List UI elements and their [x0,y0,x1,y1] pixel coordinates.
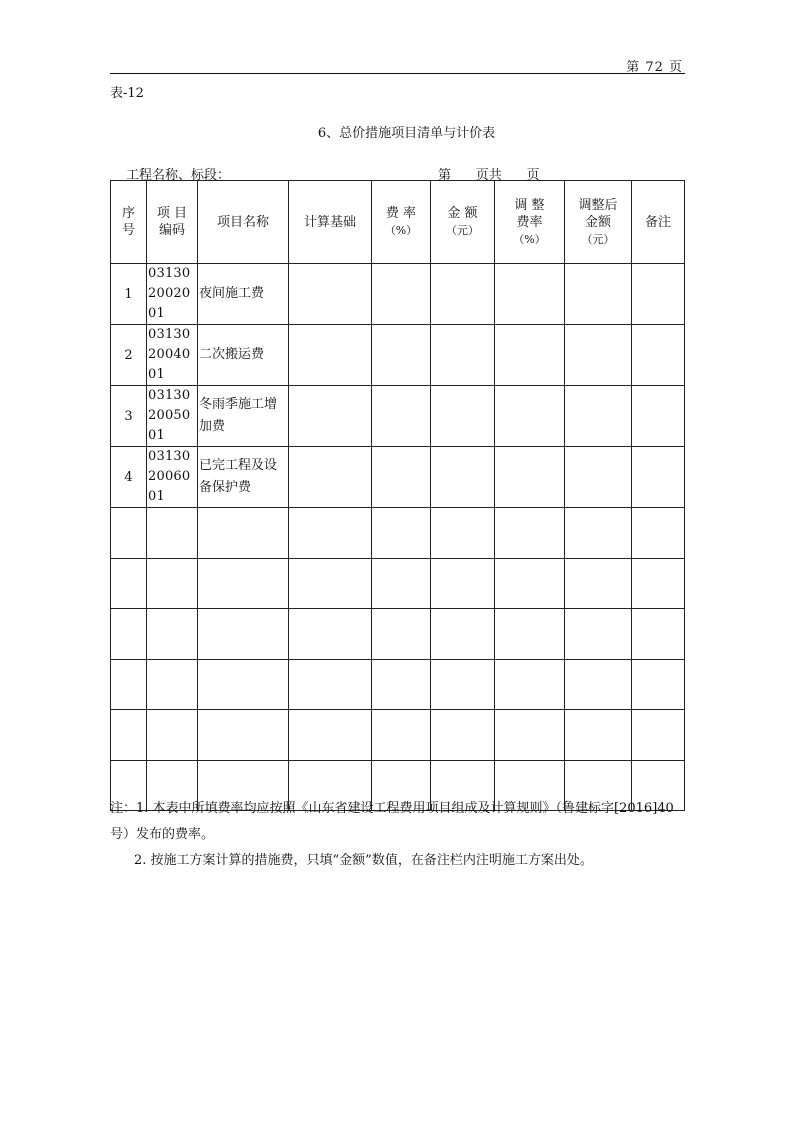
header-seq [111,181,147,264]
row-name: 冬雨季施工增加费 [198,386,289,447]
header-code-line2: 编码 [158,223,185,238]
row-remark [632,386,685,447]
row-seq: 2 [111,325,147,386]
row-rate [372,447,431,508]
row-seq: 1 [111,264,147,325]
header-adjusted-rate-line2: 费率 [516,214,543,230]
empty-table-row [111,659,685,710]
row-adjusted-rate [495,264,565,325]
row-adjusted-amount [565,447,632,508]
empty-table-row [111,558,685,609]
header-adjusted-amount-line2: 金额 [584,214,611,230]
header-rule [110,73,685,74]
header-seq-line1: 序 [121,206,135,221]
header-amount-line1: 金 额 [447,206,478,221]
row-rate [372,386,431,447]
row-basis [289,447,372,508]
row-adjusted-rate [495,325,565,386]
row-remark [632,264,685,325]
table-tag: 表-12 [110,86,144,101]
row-adjusted-rate [495,386,565,447]
row-basis [289,386,372,447]
row-name: 二次搬运费 [198,325,289,386]
empty-table-row [111,508,685,559]
project-name-label: 工程名称、标段： [126,168,231,183]
row-seq: 4 [111,447,147,508]
page-number: 第 72 页 [626,60,683,75]
row-code: 031302004001 [147,325,198,386]
note-2: 2. 按施工方案计算的措施费，只填“金额”数值，在备注栏内注明施工方案出处。 [134,853,593,868]
header-adjusted-rate [495,181,565,264]
header-code [147,181,198,264]
header-amount-line2: （元） [446,224,479,237]
row-code: 031302002001 [147,264,198,325]
row-basis [289,325,372,386]
note-1: 注：1. 本表中所填费率均应按照《山东省建设工程费用项目组成及计算规则》（鲁建标字[2016]40号）发布的费率。 [110,801,674,842]
table-row [111,386,685,447]
header-name: 项目名称 [198,181,289,264]
table-row [111,447,685,508]
header-remark: 备注 [632,181,685,264]
header-basis: 计算基础 [289,181,372,264]
row-adjusted-amount [565,386,632,447]
row-basis [289,264,372,325]
empty-table-row [111,710,685,761]
header-rate-line1: 费 率 [385,206,417,221]
row-rate [372,264,431,325]
document-title: 6、总价措施项目清单与计价表 [317,126,496,141]
header-rate-line2: （%） [384,224,418,237]
header-adjusted-rate-line1: 调 整 [514,197,545,213]
row-remark [632,325,685,386]
header-adjusted-amount [565,181,632,264]
row-code: 031302006001 [147,447,198,508]
row-rate [372,325,431,386]
row-name: 夜间施工费 [198,264,289,325]
row-adjusted-amount [565,264,632,325]
measures-fee-table [110,180,685,811]
row-code: 031302005001 [147,386,198,447]
header-code-line1: 项 目 [156,206,188,221]
header-rate [372,181,431,264]
header-amount [431,181,495,264]
row-amount [431,325,495,386]
row-amount [431,386,495,447]
row-remark [632,447,685,508]
table-header-row [111,181,685,264]
row-name: 已完工程及设备保护费 [198,447,289,508]
row-adjusted-rate [495,447,565,508]
row-amount [431,447,495,508]
table-row [111,264,685,325]
row-amount [431,264,495,325]
header-seq-line2: 号 [121,223,135,238]
row-seq: 3 [111,386,147,447]
header-adjusted-amount-line3: （元） [581,232,615,246]
notes-section [110,796,690,874]
row-adjusted-amount [565,325,632,386]
table-row [111,325,685,386]
page-count-label: 第 页共 页 [438,168,540,183]
empty-table-row [111,609,685,660]
header-adjusted-amount-line1: 调整后 [578,197,618,213]
header-adjusted-rate-line3: （%） [513,232,546,246]
